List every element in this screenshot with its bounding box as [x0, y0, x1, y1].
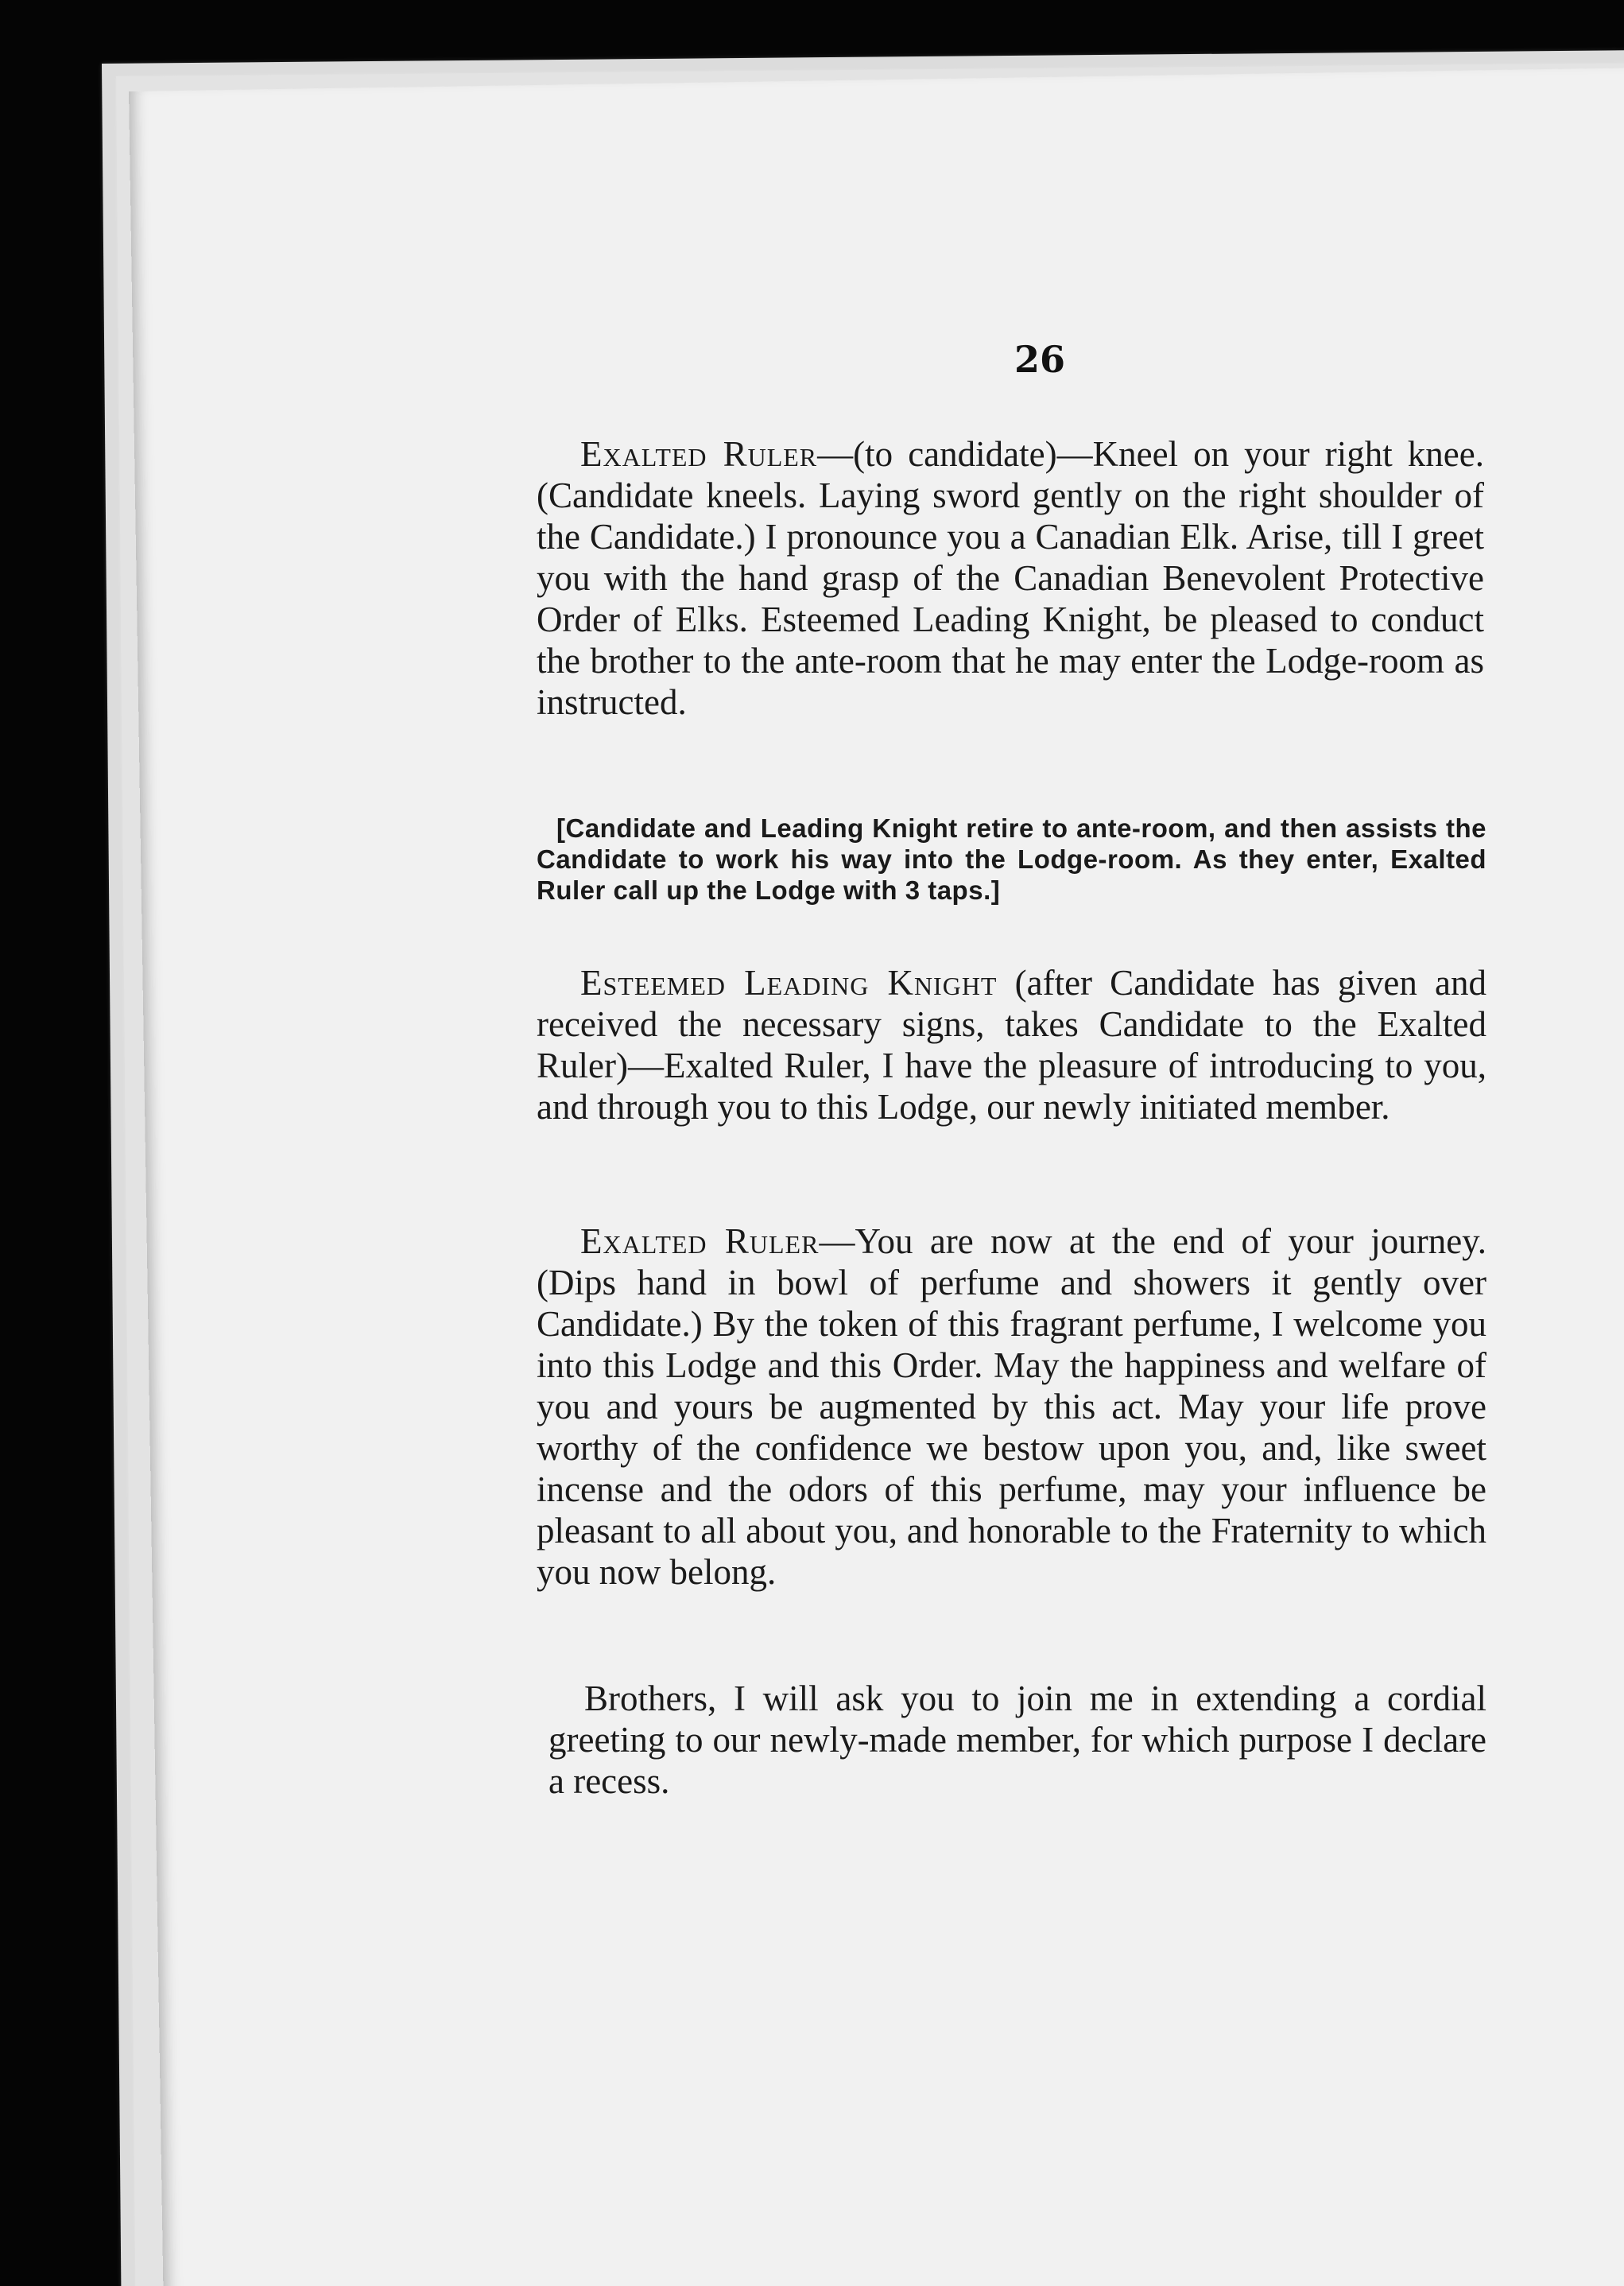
paragraph-text: —You are now at the end of your journey. (Dips hand in bowl of perfume and showers it gently over Candidate.) By the token of this fragrant perfume, I welcome you into this Lodge and this Order. May the happiness and welfare of you and yours be augmented by this act. May your life prove worthy of the confidence we bestow upon you, and, like sweet incense and the odors of this perfume, may your influence be pleasant to all about you, and honorable to the Fraternity to which you now belong. — [537, 1221, 1486, 1592]
speaker-label: Exalted Ruler — [580, 1221, 820, 1261]
stage-direction — [537, 813, 1486, 906]
page-number: 26 — [1014, 338, 1065, 381]
speaker-label: Exalted Ruler — [580, 434, 818, 474]
paragraph-text: —(to candidate)—Kneel on your right knee. (Candidate kneels. Laying sword gently on the right shoulder of the Candidate.) I pronounce you a Canadian Elk. Arise, till I greet you with the hand grasp of the Canadian Benevolent Protective Order of Elks. Esteemed Leading Knight, be pleased to conduct the brother to the ante-room that he may enter the Lodge-room as instructed. — [537, 434, 1484, 722]
paragraph-brothers-recess — [548, 1678, 1486, 1802]
paragraph-text: (after Candidate has given and received the necessary signs, takes Candidate to the Exalted Ruler)—Exalted Ruler, I have the pleasure of introducing to you, and through you to this Lodge, our newly initiated member. — [537, 963, 1486, 1127]
paragraph-text: Brothers, I will ask you to join me in extending a cordial greeting to our newly-made member, for which purpose I declare a recess. — [548, 1679, 1486, 1801]
paragraph-leading-knight — [537, 962, 1486, 1127]
book-page — [129, 67, 1624, 2286]
stage-direction-text: [Candidate and Leading Knight retire to ante-room, and then assists the Candidate to work his way into the Lodge-room. As they enter, Exalted Ruler call up the Lodge with 3 taps.] — [537, 813, 1486, 905]
paragraph-exalted-ruler-kneel — [537, 433, 1484, 723]
speaker-label: Esteemed Leading Knight — [580, 963, 998, 1003]
paragraph-exalted-ruler-journey — [537, 1221, 1486, 1593]
